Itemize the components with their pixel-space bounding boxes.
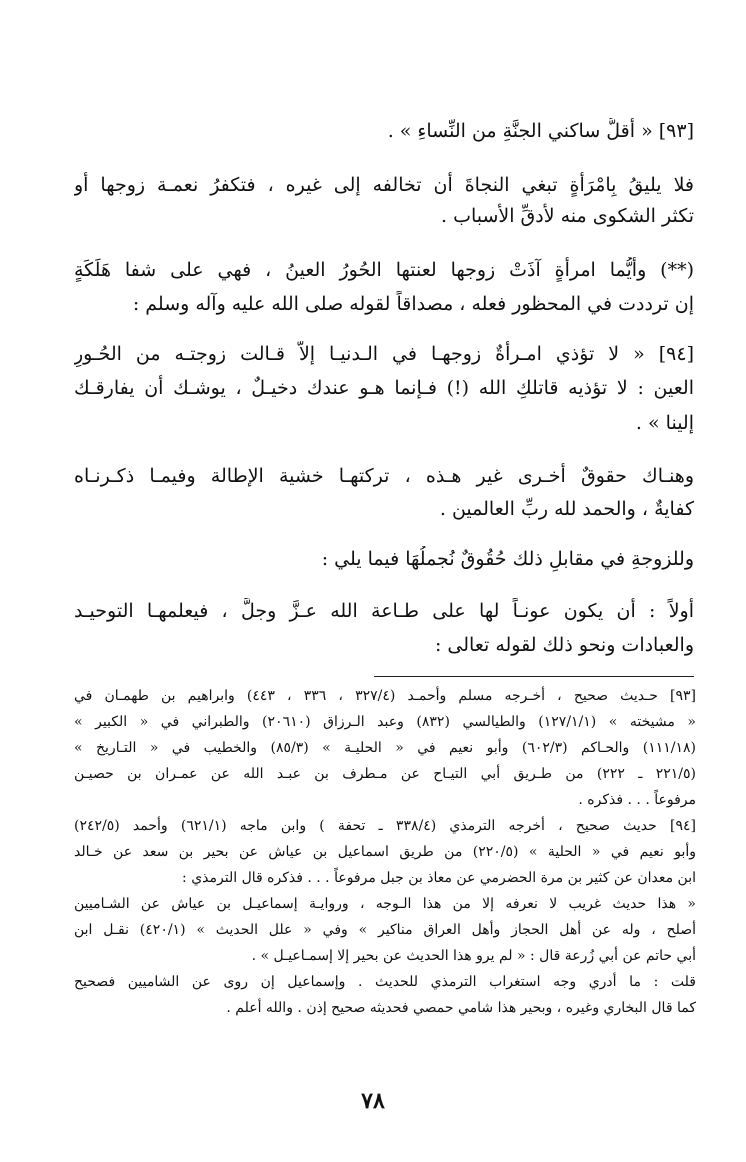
paragraph-line: فلا يليقُ بِامْرَأَةٍ تبغي النجاةَ أن تخالفه إلى غيره ، فتكفرُ نعمـة زوجها أو: [74, 174, 694, 196]
footnote-94-line: كما قال البخاري وغيره ، وبحير هذا شامي حمصي فحديثه صحيح إذن . والله أعلم .: [226, 1000, 696, 1016]
hadith-94-text: [٩٤] « لا تؤذي امـرأةٌ زوجهـا في الـدنيـا إلاّ قـالت زوجتـه من الحُـورِ: [74, 343, 694, 365]
paragraph-line: وهنـاك حقوقٌ أُخـرى غير هـذه ، تركتهـا خشية الإطالة وفيمـا ذكـرنـاه: [74, 465, 694, 487]
page-number: ٧٨: [361, 1088, 385, 1114]
footnote-93-line: [٩٣] حـديث صحيح ، أخـرجه مسلم وأحمـد (٣٢٧/٤ ، ٣٣٦ ، ٤٤٣) وابراهيم بن طهمـان في: [74, 688, 696, 704]
footnote-94-line: « هذا حديث غريب لا نعرفه إلا من هذا الـوجه ، وروايـة إسماعيـل بن عياش عن الشـاميين: [74, 896, 696, 912]
paragraph-line: كفايةٌ ، والحمد لله ربِّ العالمين .: [439, 498, 694, 520]
paragraph-line: والعبادات ونحو ذلك لقوله تعالى :: [434, 634, 694, 656]
footnote-94-line: قلت : ما أدري وجه استغراب الترمذي للحديث . وإسماعيل إن روى عن الشاميين فصحيح: [74, 974, 696, 990]
footnote-93-line: « مشيخته » (١٢٧/١/١) والطيالسي (٨٣٢) وعبد الـرزاق (٢٠٦١٠) والطبراني في « الكبير »: [74, 714, 696, 730]
paragraph-line: تكثر الشكوى منه لأدقِّ الأسباب .: [440, 205, 694, 227]
footnote-94-line: وأبو نعيم في « الحلية » (٢٢٠/٥) من طريق اسماعيل بن عياش عن بحير بن سعد عن خـالد: [74, 844, 696, 860]
footnote-93-line: (٢٢١/٥ ـ ٢٢٢) من طـريق أبي التيـاح عن مـطرف بن عبـد الله عن عمـران بن حصيـن: [74, 766, 696, 782]
footnote-93-line: (١١١/١٨) والحـاكم (٦٠٢/٣) وأبو نعيم في « الحليـة » (٨٥/٣) والخطيب في « التـاريخ »: [74, 740, 696, 756]
paragraph-line: أولاً : أن يكون عونـاً لها على طـاعة الله عـزَّ وجلَّ ، فيعلمهـا التوحيـد: [74, 600, 694, 622]
paragraph-line: وللزوجةِ في مقابلِ ذلك حُقُوقٌ نُجملُهَا فيما يلي :: [321, 548, 694, 570]
hadith-94-text: إلينا » .: [635, 412, 694, 434]
footnote-93-line: مرفوعاً . . . فذكره .: [578, 792, 696, 808]
paragraph-line: (**) وأيُّما امرأةٍ آذَتْ زوجها لعنتها الحُورُ العينُ ، فهي على شفا هَلَكَةٍ: [74, 259, 694, 281]
hadith-94-text: العين : لا تؤذيه قاتلكِ الله (!) فـإنما هـو عندك دخيـلٌ ، يوشـك أن يفارقـك: [74, 377, 694, 399]
footnote-94-line: أبي حاتم عن أبي زُرعة قال : « لم يرو هذا الحديث عن بحير إلا إسمـاعيـل » .: [251, 948, 696, 964]
footnote-94-line: ابن معدان عن كثير بن مرة الحضرمي عن معاذ بن جبل مرفوعاً . . . فذكره قال الترمذي :: [182, 870, 696, 886]
footnote-94-line: [٩٤] حديث صحيح ، أخرجه الترمذي (٣٣٨/٤ ـ تحفة ) وابن ماجه (٦٢١/١) وأحمد (٢٤٢/٥): [74, 818, 696, 834]
footnote-divider: [374, 676, 694, 677]
hadith-93-text: [٩٣] « أقلُّ ساكني الجنَّةِ من النِّساءِ » .: [387, 120, 694, 142]
footnote-94-line: أصلح ، وله عن أهل الحجاز وأهل العراق مناكير » وفي « علل الحديث » (٤٢٠/١) نقـل ابن: [74, 922, 696, 938]
paragraph-line: إن ترددت في المحظور فعله ، مصداقاً لقوله صلى الله عليه وآله وسلم :: [132, 293, 694, 315]
